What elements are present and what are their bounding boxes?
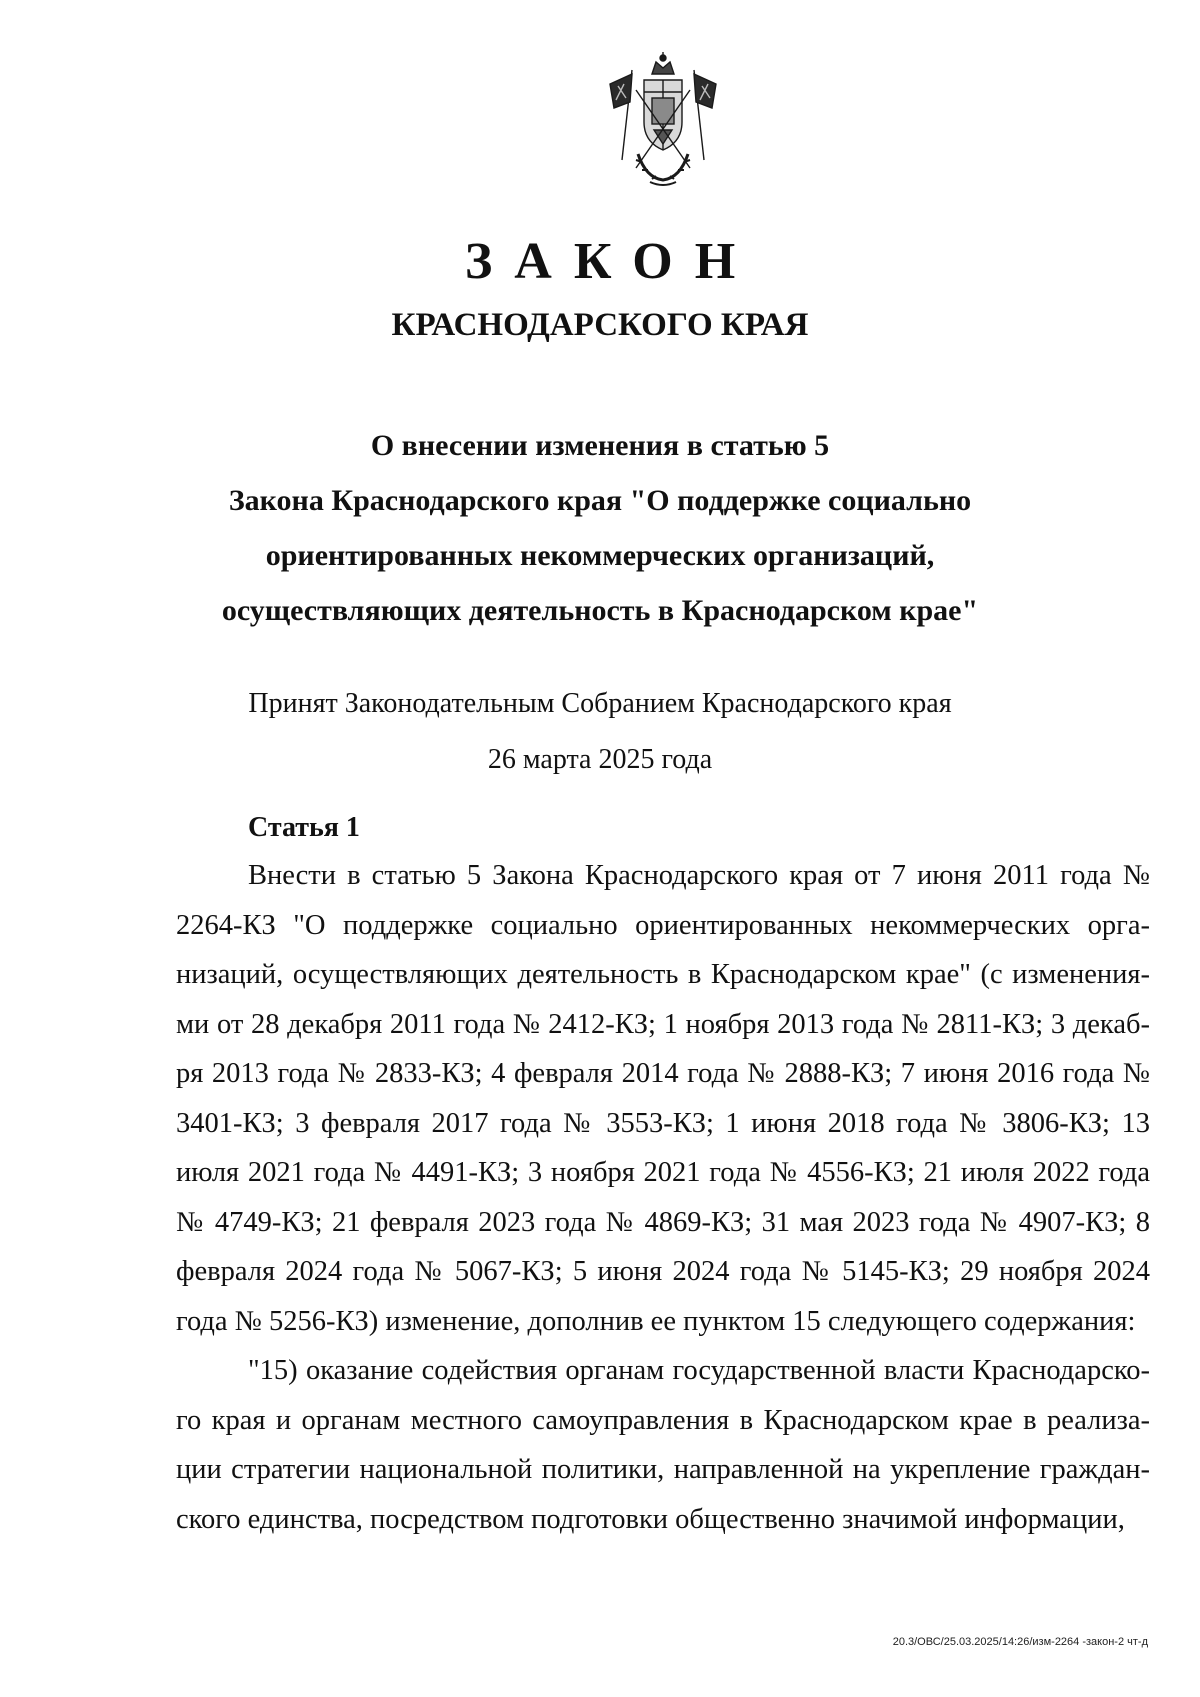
krasnodar-coat-of-arms-icon	[602, 50, 724, 190]
adoption-info	[0, 676, 1200, 788]
document-code: 20.3/ОВС/25.03.2025/14:26/изм-2264 -закон-2 чт-д	[892, 1636, 1148, 1648]
article-paragraph: Внести в статью 5 Закона Краснодарского края от 7 июня 2011 года № 2264-КЗ "О поддержке социально ориентированных некоммерческих организаций, осуществляющих деятельность в Краснодарском крае" (с изменениями от 28 декабря 2011 года № 2412-КЗ; 1 ноября 2013 года № 2811-КЗ; 3 декабря 2013 года № 2833-КЗ; 4 февраля 2014 года № 2888-КЗ; 7 июня 2016 года № 3401-КЗ; 3 февраля 2017 года № 3553-КЗ; 1 июня 2018 года № 3806-КЗ; 13 июля 2021 года № 4491-КЗ; 3 ноября 2021 года № 4556-КЗ; 21 июля 2022 года № 4749-КЗ; 21 февраля 2023 года № 4869-КЗ; 31 мая 2023 года № 4907-КЗ; 8 февраля 2024 года № 5067-КЗ; 5 июня 2024 года № 5145-КЗ; 29 ноября 2024 года № 5256-КЗ) изменение, дополнив ее пунктом 15 следующего содержания:	[176, 860, 1150, 1337]
law-title	[160, 418, 1040, 638]
law-heading: ЗАКОН	[464, 233, 758, 290]
law-title-line: ориентированных некоммерческих организаций,	[265, 539, 935, 572]
region-heading: КРАСНОДАРСКОГО КРАЯ	[391, 307, 809, 343]
article-body	[176, 851, 1150, 1544]
article-paragraph: "15) оказание содействия органам государственной власти Краснодарского края и органам местного самоуправления в Краснодарском крае в реализации стратегии национальной политики, направленной на укрепление гражданского единства, посредством подготовки общественно значимой информации,	[176, 1355, 1150, 1535]
adoption-date: 26 марта 2025 года	[487, 744, 713, 775]
article-heading: Статья 1	[248, 812, 360, 843]
law-title-line: осуществляющих деятельность в Краснодарском крае"	[221, 594, 979, 627]
adoption-body: Принят Законодательным Собранием Краснодарского края	[248, 688, 952, 719]
law-title-line: Закона Краснодарского края "О поддержке социально	[228, 484, 972, 517]
law-title-line: О внесении изменения в статью 5	[370, 429, 830, 462]
